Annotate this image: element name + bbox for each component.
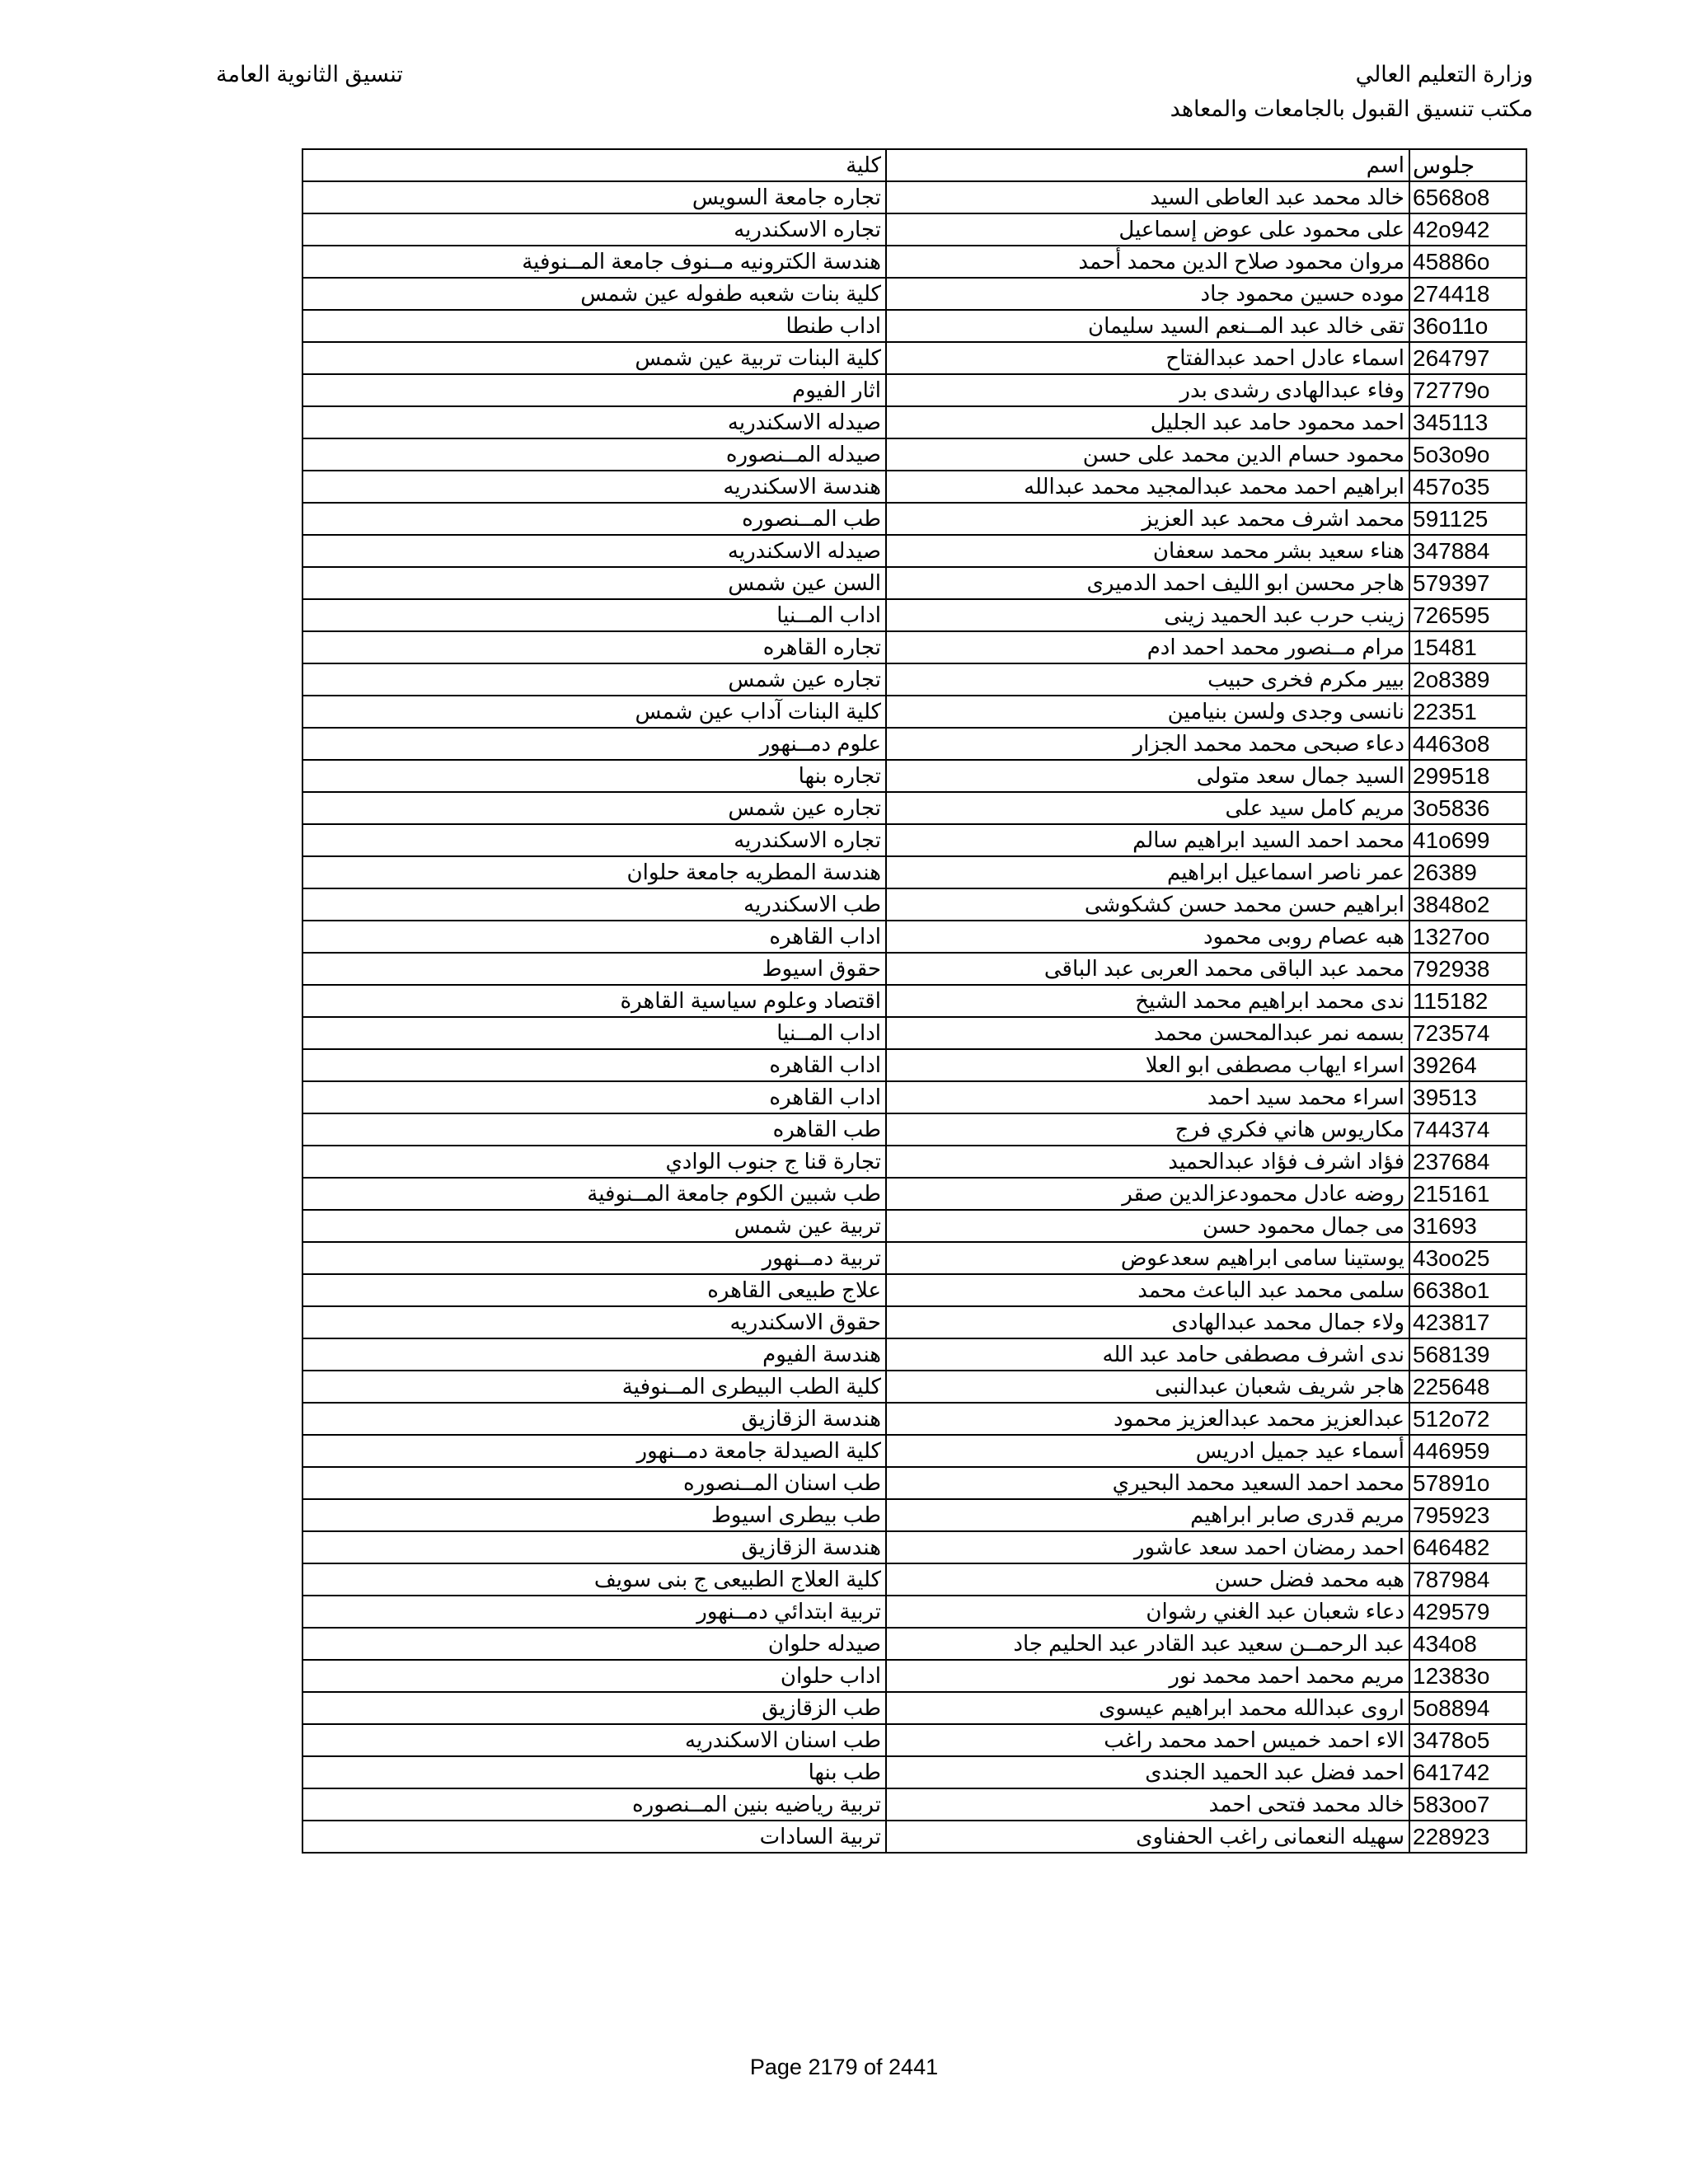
table-row <box>302 1178 1526 1210</box>
faculty-cell: هندسة الفيوم <box>302 1338 886 1371</box>
seat-cell: 787984 <box>1409 1563 1526 1596</box>
name-cell: سلمى محمد عبد الباعث محمد <box>886 1274 1409 1306</box>
name-cell: مرام مــنصور محمد احمد ادم <box>886 631 1409 663</box>
table-row <box>302 1628 1526 1660</box>
faculty-cell: علوم دمــنهور <box>302 728 886 760</box>
table-row <box>302 696 1526 728</box>
name-cell: اسماء عادل احمد عبدالفتاح <box>886 342 1409 374</box>
seat-cell: 39264 <box>1409 1049 1526 1081</box>
faculty-cell: صيدله الاسكندريه <box>302 535 886 567</box>
faculty-cell: طب شبين الكوم جامعة المــنوفية <box>302 1178 886 1210</box>
faculty-cell: اداب المــنيا <box>302 599 886 631</box>
name-cell: مريم قدرى صابر ابراهيم <box>886 1499 1409 1531</box>
name-cell: احمد فضل عبد الحميد الجندى <box>886 1756 1409 1788</box>
name-cell: ندى محمد ابراهيم محمد الشيخ <box>886 985 1409 1017</box>
name-cell: دعاء صبحى محمد محمد الجزار <box>886 728 1409 760</box>
faculty-cell: تجارة قنا ج جنوب الوادي <box>302 1146 886 1178</box>
table-row <box>302 1338 1526 1371</box>
faculty-cell: حقوق اسيوط <box>302 953 886 985</box>
faculty-cell: تربية دمــنهور <box>302 1242 886 1274</box>
faculty-cell: تجاره الاسكندريه <box>302 213 886 246</box>
faculty-cell: اداب المــنيا <box>302 1017 886 1049</box>
seat-cell: 237684 <box>1409 1146 1526 1178</box>
name-cell: عبدالعزيز محمد عبدالعزيز محمود <box>886 1403 1409 1435</box>
name-cell: هاجر محسن ابو الليف احمد الدميرى <box>886 567 1409 599</box>
faculty-cell: هندسة المطريه جامعة حلوان <box>302 856 886 888</box>
name-cell: الاء احمد خميس احمد محمد راغب <box>886 1724 1409 1756</box>
seat-cell: 15481 <box>1409 631 1526 663</box>
seat-cell: 228923 <box>1409 1821 1526 1853</box>
table-body <box>302 149 1526 1853</box>
faculty-cell: هندسة الزقازيق <box>302 1531 886 1563</box>
faculty-cell: هندسة الزقازيق <box>302 1403 886 1435</box>
seat-cell: 115182 <box>1409 985 1526 1017</box>
name-cell: نانسى وجدى ولسن بنيامين <box>886 696 1409 728</box>
seat-cell: 723574 <box>1409 1017 1526 1049</box>
faculty-cell: طب بيطرى اسيوط <box>302 1499 886 1531</box>
name-cell: مروان محمود صلاح الدين محمد أحمد <box>886 246 1409 278</box>
faculty-cell: طب بنها <box>302 1756 886 1788</box>
table-row <box>302 181 1526 213</box>
seat-cell: 512o72 <box>1409 1403 1526 1435</box>
name-cell: محمد احمد السعيد محمد البحيري <box>886 1467 1409 1499</box>
seat-cell: 264797 <box>1409 342 1526 374</box>
table-row <box>302 535 1526 567</box>
seat-cell: 6568o8 <box>1409 181 1526 213</box>
name-cell: بيير مكرم فخرى حبيب <box>886 663 1409 696</box>
table-row <box>302 1531 1526 1563</box>
seat-cell: 429579 <box>1409 1596 1526 1628</box>
faculty-cell: علاج طبيعى القاهره <box>302 1274 886 1306</box>
seat-cell: 42o942 <box>1409 213 1526 246</box>
seat-cell: 3o5836 <box>1409 792 1526 824</box>
table-row <box>302 824 1526 856</box>
name-cell: هبه محمد فضل حسن <box>886 1563 1409 1596</box>
seat-cell: 5o3o9o <box>1409 438 1526 471</box>
faculty-cell: طب اسنان الاسكندريه <box>302 1724 886 1756</box>
seat-cell: 274418 <box>1409 278 1526 310</box>
faculty-cell: كلية البنات آداب عين شمس <box>302 696 886 728</box>
seat-cell: 457o35 <box>1409 471 1526 503</box>
table-row <box>302 1242 1526 1274</box>
name-column-header: اسم <box>886 149 1409 181</box>
name-cell: محمد اشرف محمد عبد العزيز <box>886 503 1409 535</box>
faculty-cell: السن عين شمس <box>302 567 886 599</box>
faculty-cell: صيدله المــنصوره <box>302 438 886 471</box>
seat-cell: 568139 <box>1409 1338 1526 1371</box>
seat-cell: 72779o <box>1409 374 1526 406</box>
faculty-cell: صيدله الاسكندريه <box>302 406 886 438</box>
seat-cell: 2o8389 <box>1409 663 1526 696</box>
seat-cell: 345113 <box>1409 406 1526 438</box>
name-cell: محمد عبد الباقى محمد العربى عبد الباقى <box>886 953 1409 985</box>
table-row <box>302 1467 1526 1499</box>
seat-cell: 31693 <box>1409 1210 1526 1242</box>
seat-column-header: جلوس <box>1409 149 1526 181</box>
seat-cell: 1327oo <box>1409 921 1526 953</box>
table-row <box>302 310 1526 342</box>
faculty-cell: هندسة الاسكندريه <box>302 471 886 503</box>
table-row <box>302 1692 1526 1724</box>
faculty-cell: اداب القاهره <box>302 1049 886 1081</box>
faculty-cell: تجاره عين شمس <box>302 663 886 696</box>
admissions-table <box>302 148 1527 1854</box>
faculty-cell: هندسة الكترونيه مــنوف جامعة المــنوفية <box>302 246 886 278</box>
name-cell: ولاء جمال محمد عبدالهادى <box>886 1306 1409 1338</box>
table-row <box>302 342 1526 374</box>
table-row <box>302 663 1526 696</box>
table-row <box>302 888 1526 921</box>
name-cell: هناء سعيد بشر محمد سعفان <box>886 535 1409 567</box>
name-cell: اسراء محمد سيد احمد <box>886 1081 1409 1113</box>
name-cell: وفاء عبدالهادى رشدى بدر <box>886 374 1409 406</box>
faculty-cell: تجاره بنها <box>302 760 886 792</box>
table-row <box>302 792 1526 824</box>
faculty-cell: اداب القاهره <box>302 921 886 953</box>
name-cell: اروى عبدالله محمد ابراهيم عيسوى <box>886 1692 1409 1724</box>
table-row <box>302 1371 1526 1403</box>
name-cell: عمر ناصر اسماعيل ابراهيم <box>886 856 1409 888</box>
name-cell: ندى اشرف مصطفى حامد عبد الله <box>886 1338 1409 1371</box>
table-row <box>302 1403 1526 1435</box>
seat-cell: 41o699 <box>1409 824 1526 856</box>
seat-cell: 434o8 <box>1409 1628 1526 1660</box>
table-row <box>302 1049 1526 1081</box>
seat-cell: 646482 <box>1409 1531 1526 1563</box>
faculty-cell: تربية السادات <box>302 1821 886 1853</box>
seat-cell: 3848o2 <box>1409 888 1526 921</box>
table-row <box>302 1017 1526 1049</box>
seat-cell: 57891o <box>1409 1467 1526 1499</box>
seat-cell: 347884 <box>1409 535 1526 567</box>
seat-cell: 43oo25 <box>1409 1242 1526 1274</box>
name-cell: أسماء عيد جميل ادريس <box>886 1435 1409 1467</box>
faculty-cell: اداب طنطا <box>302 310 886 342</box>
name-cell: هبه عصام روبى محمود <box>886 921 1409 953</box>
faculty-cell: طب الزقازيق <box>302 1692 886 1724</box>
faculty-cell: تجاره القاهره <box>302 631 886 663</box>
faculty-cell: حقوق الاسكندريه <box>302 1306 886 1338</box>
name-cell: احمد رمضان احمد سعد عاشور <box>886 1531 1409 1563</box>
seat-cell: 12383o <box>1409 1660 1526 1692</box>
seat-cell: 583oo7 <box>1409 1788 1526 1821</box>
seat-cell: 299518 <box>1409 760 1526 792</box>
table-row <box>302 1499 1526 1531</box>
table-row <box>302 1756 1526 1788</box>
faculty-cell: كلية العلاج الطبيعى ج بنى سويف <box>302 1563 886 1596</box>
table-row <box>302 631 1526 663</box>
table-row <box>302 1660 1526 1692</box>
name-cell: احمد محمود حامد عبد الجليل <box>886 406 1409 438</box>
table-row <box>302 921 1526 953</box>
table-row <box>302 1563 1526 1596</box>
faculty-cell: تجاره عين شمس <box>302 792 886 824</box>
seat-cell: 22351 <box>1409 696 1526 728</box>
table-row <box>302 213 1526 246</box>
name-cell: محمود حسام الدين محمد على حسن <box>886 438 1409 471</box>
faculty-cell: طب القاهره <box>302 1113 886 1146</box>
table-row <box>302 1724 1526 1756</box>
seat-cell: 591125 <box>1409 503 1526 535</box>
faculty-cell: كلية الصيدلة جامعة دمــنهور <box>302 1435 886 1467</box>
table-row <box>302 567 1526 599</box>
table-row <box>302 728 1526 760</box>
table-row <box>302 953 1526 985</box>
name-cell: بسمه نمر عبدالمحسن محمد <box>886 1017 1409 1049</box>
faculty-cell: تجاره الاسكندريه <box>302 824 886 856</box>
table-row <box>302 1788 1526 1821</box>
name-cell: اسراء ايهاب مصطفى ابو العلا <box>886 1049 1409 1081</box>
name-cell: خالد محمد فتحى احمد <box>886 1788 1409 1821</box>
name-cell: تقى خالد عبد المــنعم السيد سليمان <box>886 310 1409 342</box>
name-cell: السيد جمال سعد متولى <box>886 760 1409 792</box>
table-row <box>302 1435 1526 1467</box>
faculty-cell: صيدله حلوان <box>302 1628 886 1660</box>
faculty-cell: طب الاسكندريه <box>302 888 886 921</box>
seat-cell: 579397 <box>1409 567 1526 599</box>
name-cell: عبد الرحمــن سعيد عبد القادر عبد الحليم جاد <box>886 1628 1409 1660</box>
seat-cell: 795923 <box>1409 1499 1526 1531</box>
seat-cell: 446959 <box>1409 1435 1526 1467</box>
faculty-cell: اداب حلوان <box>302 1660 886 1692</box>
name-cell: يوستينا سامى ابراهيم سعدعوض <box>886 1242 1409 1274</box>
seat-cell: 6638o1 <box>1409 1274 1526 1306</box>
table-row <box>302 985 1526 1017</box>
table-row <box>302 1274 1526 1306</box>
faculty-cell: طب المــنصوره <box>302 503 886 535</box>
seat-cell: 3478o5 <box>1409 1724 1526 1756</box>
faculty-column-header: كلية <box>302 149 886 181</box>
faculty-cell: تربية عين شمس <box>302 1210 886 1242</box>
name-cell: ابراهيم احمد محمد عبدالمجيد محمد عبدالله <box>886 471 1409 503</box>
name-cell: دعاء شعبان عبد الغني رشوان <box>886 1596 1409 1628</box>
name-cell: مريم كامل سيد على <box>886 792 1409 824</box>
faculty-cell: تجاره جامعة السويس <box>302 181 886 213</box>
faculty-cell: اداب القاهره <box>302 1081 886 1113</box>
table-row <box>302 246 1526 278</box>
name-cell: فؤاد اشرف فؤاد عبدالحميد <box>886 1146 1409 1178</box>
table-header-row <box>302 149 1526 181</box>
name-cell: هاجر شريف شعبان عبدالنبى <box>886 1371 1409 1403</box>
faculty-cell: كلية البنات تربية عين شمس <box>302 342 886 374</box>
faculty-cell: كلية بنات شعبه طفوله عين شمس <box>302 278 886 310</box>
seat-cell: 225648 <box>1409 1371 1526 1403</box>
name-cell: موده حسين محمود جاد <box>886 278 1409 310</box>
table-row <box>302 1596 1526 1628</box>
table-row <box>302 406 1526 438</box>
table-row <box>302 1210 1526 1242</box>
ministry-title: وزارة التعليم العالي <box>1355 62 1533 87</box>
name-cell: مكاريوس هاني فكري فرج <box>886 1113 1409 1146</box>
seat-cell: 726595 <box>1409 599 1526 631</box>
name-cell: مى جمال محمود حسن <box>886 1210 1409 1242</box>
seat-cell: 26389 <box>1409 856 1526 888</box>
table-row <box>302 1146 1526 1178</box>
table-row <box>302 278 1526 310</box>
page-number: Page 2179 of 2441 <box>749 2055 939 2079</box>
faculty-cell: طب اسنان المــنصوره <box>302 1467 886 1499</box>
faculty-cell: كلية الطب البيطرى المــنوفية <box>302 1371 886 1403</box>
table-row <box>302 503 1526 535</box>
table-row <box>302 760 1526 792</box>
table-row <box>302 1306 1526 1338</box>
table-row <box>302 1113 1526 1146</box>
coordination-title: تنسيق الثانوية العامة <box>216 62 403 87</box>
table-row <box>302 856 1526 888</box>
name-cell: ابراهيم حسن محمد حسن كشكوشى <box>886 888 1409 921</box>
seat-cell: 4463o8 <box>1409 728 1526 760</box>
seat-cell: 641742 <box>1409 1756 1526 1788</box>
office-title: مكتب تنسيق القبول بالجامعات والمعاهد <box>1170 96 1533 121</box>
table-row <box>302 1081 1526 1113</box>
seat-cell: 36o11o <box>1409 310 1526 342</box>
seat-cell: 5o8894 <box>1409 1692 1526 1724</box>
name-cell: زينب حرب عبد الحميد زينى <box>886 599 1409 631</box>
name-cell: محمد احمد السيد ابراهيم سالم <box>886 824 1409 856</box>
seat-cell: 215161 <box>1409 1178 1526 1210</box>
table-row <box>302 599 1526 631</box>
faculty-cell: اثار الفيوم <box>302 374 886 406</box>
seat-cell: 792938 <box>1409 953 1526 985</box>
table-row <box>302 438 1526 471</box>
name-cell: مريم محمد احمد محمد نور <box>886 1660 1409 1692</box>
faculty-cell: تربية رياضيه بنين المــنصوره <box>302 1788 886 1821</box>
faculty-cell: اقتصاد وعلوم سياسية القاهرة <box>302 985 886 1017</box>
name-cell: روضه عادل محمودعزالدين صقر <box>886 1178 1409 1210</box>
name-cell: على محمود على عوض إسماعيل <box>886 213 1409 246</box>
faculty-cell: تربية ابتدائي دمــنهور <box>302 1596 886 1628</box>
name-cell: خالد محمد عبد العاطى السيد <box>886 181 1409 213</box>
seat-cell: 45886o <box>1409 246 1526 278</box>
seat-cell: 423817 <box>1409 1306 1526 1338</box>
name-cell: سهيله النعمانى راغب الحفناوى <box>886 1821 1409 1853</box>
table-row <box>302 374 1526 406</box>
table-row <box>302 471 1526 503</box>
seat-cell: 744374 <box>1409 1113 1526 1146</box>
table-row <box>302 1821 1526 1853</box>
seat-cell: 39513 <box>1409 1081 1526 1113</box>
